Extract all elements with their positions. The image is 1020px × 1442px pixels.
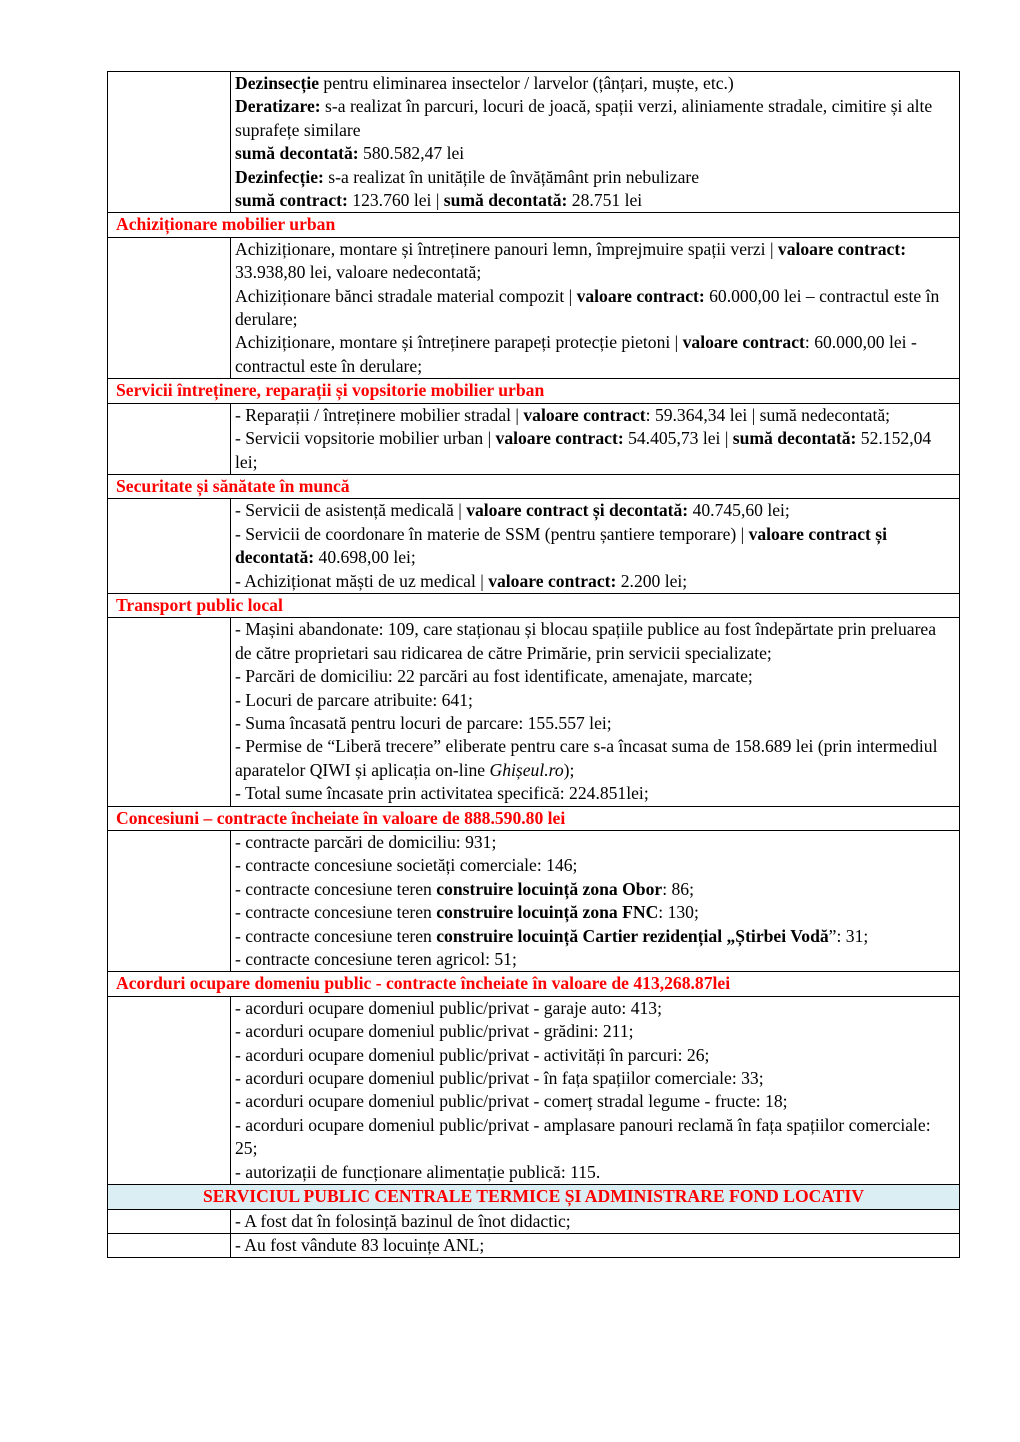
text: - Servicii de coordonare în materie de SSM (pentru șantiere temporare) | <box>235 523 749 544</box>
text-line <box>235 189 955 212</box>
text-line: - acorduri ocupare domeniul public/privat - comerț stradal legume - fructe: 18; <box>235 1091 788 1112</box>
text-line <box>235 499 955 522</box>
empty-cell <box>108 237 231 378</box>
text-line <box>235 95 955 142</box>
text-line: - contracte concesiune societăți comerciale: 146; <box>235 855 578 876</box>
content-cell <box>231 403 960 474</box>
text-line <box>235 72 955 95</box>
text: ”: 31; <box>828 925 869 946</box>
empty-cell <box>108 1209 231 1233</box>
bold-label: sumă decontată: <box>235 143 359 164</box>
text-line: - acorduri ocupare domeniul public/privat - amplasare panouri reclamă în fața spațiilor comerciale: 25; <box>235 1114 931 1159</box>
empty-cell <box>108 499 231 594</box>
bold-label: valoare contract <box>523 404 646 425</box>
section-heading-row <box>108 379 960 403</box>
text-line <box>235 523 955 570</box>
text: s-a realizat în parcuri, locuri de joacă, spații verzi, aliniamente stradale, cimitire și alte suprafețe similare <box>235 96 933 140</box>
text: s-a realizat în unitățile de învățământ prin nebulizare <box>323 166 700 187</box>
text-line: - acorduri ocupare domeniul public/privat - garaje auto: 413; <box>235 997 662 1018</box>
text: - Servicii vopsitorie mobilier urban | <box>235 428 496 449</box>
table-row <box>108 618 960 806</box>
content-cell: - Au fost vândute 83 locuințe ANL; <box>231 1233 960 1257</box>
text: - Achiziționat măști de uz medical | <box>235 570 489 591</box>
empty-cell <box>108 618 231 806</box>
section-heading-row <box>108 213 960 237</box>
text: : 60.000,00 lei - contractul este în derulare; <box>235 332 917 376</box>
content-cell <box>231 499 960 594</box>
section-heading: Securitate și sănătate în muncă <box>108 474 960 498</box>
text: 28.751 lei <box>567 190 643 211</box>
text: 54.405,73 lei | <box>623 428 733 449</box>
text-line <box>235 331 955 378</box>
text-line <box>235 285 955 332</box>
section-heading: Transport public local <box>108 593 960 617</box>
text-line: - contracte concesiune teren agricol: 51; <box>235 949 517 970</box>
text: - contracte concesiune teren <box>235 925 437 946</box>
text-line <box>235 427 955 474</box>
text-line: - Locuri de parcare atribuite: 641; <box>235 689 473 710</box>
text: Achiziționare, montare și întreținere parapeți protecție pietoni | <box>235 332 683 353</box>
text-line <box>235 735 955 782</box>
text: pentru eliminarea insectelor / larvelor (țânțari, muște, etc.) <box>319 73 734 93</box>
text-line: - acorduri ocupare domeniul public/privat - activități în parcuri: 26; <box>235 1044 710 1065</box>
bold-label: valoare contract <box>682 332 805 353</box>
section-heading: Concesiuni – contracte încheiate în valoare de 888.590.80 lei <box>108 806 960 830</box>
bold-label: valoare contract și decontată: <box>235 523 887 568</box>
empty-cell <box>108 996 231 1184</box>
text: ); <box>563 759 575 780</box>
bold-label: construire locuință Cartier rezidențial „Știrbei Vodă <box>436 925 829 946</box>
text: Achiziționare, montare și întreținere panouri lemn, împrejmuire spații verzi | <box>235 238 778 259</box>
bold-label: sumă contract: <box>235 190 348 211</box>
text-line: - acorduri ocupare domeniul public/privat - în fața spațiilor comerciale: 33; <box>235 1068 764 1089</box>
text-line <box>235 142 955 165</box>
text-line: - Total sume încasate prin activitatea specifică: 224.851lei; <box>235 783 649 804</box>
text: Achiziționare bănci stradale material compozit | <box>235 285 577 306</box>
table-row <box>108 1209 960 1233</box>
empty-cell <box>108 831 231 972</box>
text: - Servicii de asistență medicală | <box>235 500 467 521</box>
text: - contracte concesiune teren <box>235 902 437 923</box>
table-row <box>108 996 960 1184</box>
table-row <box>108 831 960 972</box>
bold-label: construire locuință zona FNC <box>436 902 659 923</box>
empty-cell <box>108 1233 231 1257</box>
empty-cell <box>108 403 231 474</box>
table-row <box>108 499 960 594</box>
text-line: - acorduri ocupare domeniul public/privat - grădini: 211; <box>235 1021 634 1042</box>
text-line <box>235 238 955 285</box>
bold-label: valoare contract: <box>488 570 617 591</box>
text: : 130; <box>658 902 699 923</box>
content-cell <box>231 237 960 378</box>
text: 40.745,60 lei; <box>688 500 790 521</box>
text-line <box>235 901 955 924</box>
text: : 86; <box>662 878 694 899</box>
text: - Permise de “Liberă trecere” eliberate pentru care s-a încasat suma de 158.689 lei (prin intermediul aparatelor QIWI și aplicația on-line <box>235 736 938 780</box>
text: 580.582,47 lei <box>358 143 465 164</box>
section-heading: Servicii întreținere, reparații și vopsitorie mobilier urban <box>108 379 960 403</box>
table-row <box>108 72 960 213</box>
content-cell <box>231 72 960 213</box>
table-row <box>108 237 960 378</box>
text: 60.000,00 lei – contractul este în derulare; <box>235 285 940 330</box>
text: 40.698,00 lei; <box>314 547 416 568</box>
bold-label: Dezinsecție <box>235 73 320 93</box>
bold-label: valoare contract și decontată: <box>466 500 689 521</box>
text-line <box>235 570 955 593</box>
bold-label: valoare contract: <box>495 428 624 449</box>
text: 123.760 lei | <box>347 190 444 211</box>
text-line: - autorizații de funcționare alimentație publică: 115. <box>235 1161 601 1182</box>
department-heading-row <box>108 1185 960 1209</box>
text-line: - Suma încasată pentru locuri de parcare: 155.557 lei; <box>235 712 612 733</box>
report-table <box>107 71 960 1258</box>
text-line <box>235 404 955 427</box>
text: - contracte concesiune teren <box>235 878 437 899</box>
section-heading-row <box>108 806 960 830</box>
content-cell: - A fost dat în folosință bazinul de înot didactic; <box>231 1209 960 1233</box>
text: 2.200 lei; <box>616 570 688 591</box>
text: 52.152,04 lei; <box>235 428 932 472</box>
content-cell <box>231 618 960 806</box>
bold-label: sumă decontată: <box>443 190 568 211</box>
bold-label: Dezinfecție: <box>235 166 324 187</box>
text-line: - contracte parcări de domiciliu: 931; <box>235 832 497 852</box>
text-line: - Mașini abandonate: 109, care staționau și blocau spațiile publice au fost îndepărtate prin preluarea de către proprietari sau ridicarea de către Primărie, prin servicii specializate; <box>235 619 937 663</box>
content-cell <box>231 831 960 972</box>
italic-text: Ghișeul.ro <box>489 759 564 780</box>
empty-cell <box>108 72 231 213</box>
text-line: - Parcări de domiciliu: 22 parcări au fost identificate, amenajate, marcate; <box>235 666 753 687</box>
text: : 59.364,34 lei | sumă nedecontată; <box>645 404 891 425</box>
bold-label: valoare contract: <box>777 238 907 259</box>
bold-label: construire locuință zona Obor <box>436 878 663 899</box>
bold-label: sumă decontată: <box>732 428 857 449</box>
section-heading: Acorduri ocupare domeniu public - contracte încheiate în valoare de 413,268.87lei <box>108 972 960 996</box>
department-heading: SERVICIUL PUBLIC CENTRALE TERMICE ȘI ADMINISTRARE FOND LOCATIV <box>108 1185 960 1209</box>
content-cell <box>231 996 960 1184</box>
section-heading: Achiziționare mobilier urban <box>108 213 960 237</box>
text-line <box>235 925 955 948</box>
bold-label: valoare contract: <box>576 285 705 306</box>
table-row <box>108 1233 960 1257</box>
text-line <box>235 878 955 901</box>
text: 33.938,80 lei, valoare nedecontată; <box>235 262 482 283</box>
bold-label: Deratizare: <box>235 96 321 117</box>
section-heading-row <box>108 474 960 498</box>
text-line <box>235 166 955 189</box>
text: - Reparații / întreținere mobilier stradal | <box>235 404 524 425</box>
table-row <box>108 403 960 474</box>
section-heading-row <box>108 593 960 617</box>
section-heading-row <box>108 972 960 996</box>
